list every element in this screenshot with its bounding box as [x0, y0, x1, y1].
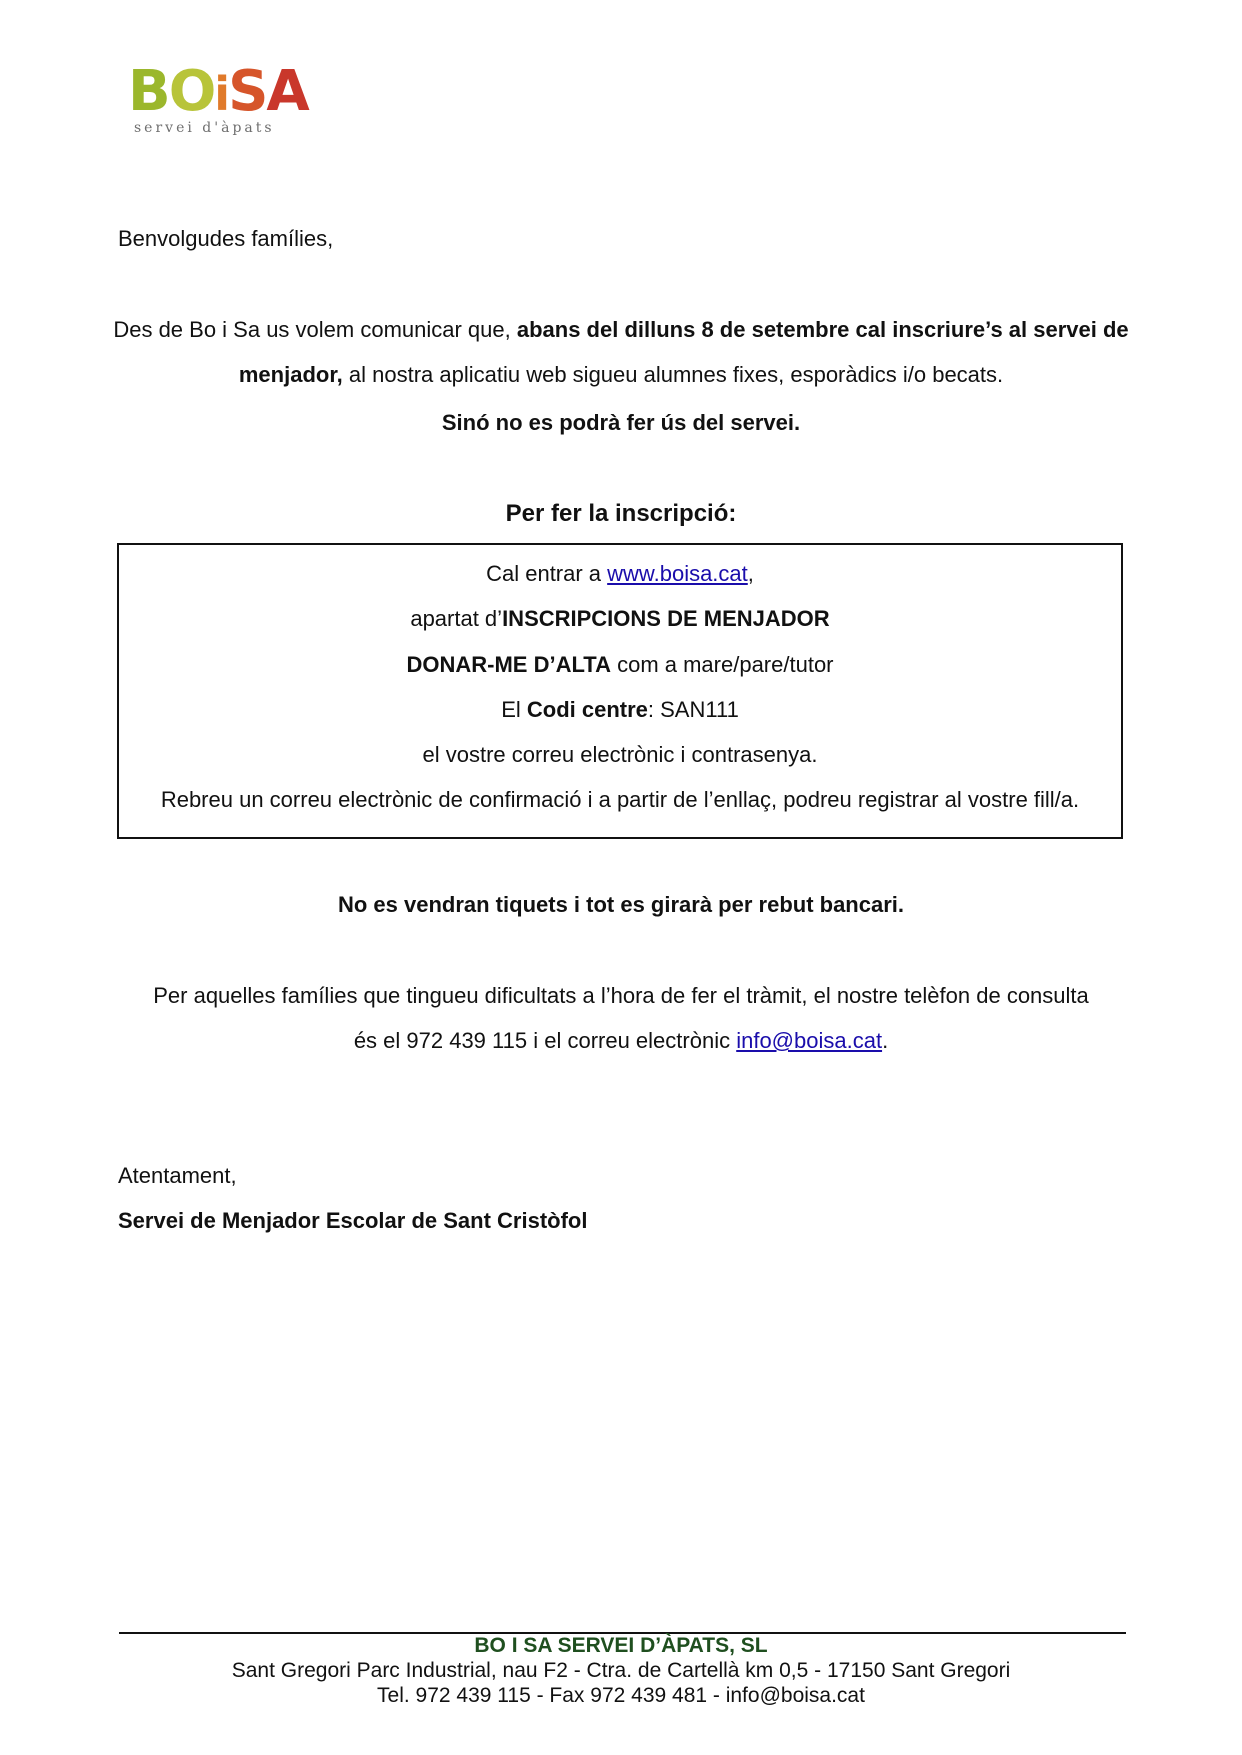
instruction-confirmation: Rebreu un correu electrònic de confirmació i a partir de l’enllaç, podreu registrar al vostre fill/a. — [160, 787, 1080, 812]
signature: Servei de Menjador Escolar de Sant Cristòfol — [118, 1208, 588, 1233]
intro-warning: Sinó no es podrà fer ús del servei. — [441, 410, 801, 435]
instruction-credentials: el vostre correu electrònic i contrasenya. — [422, 742, 818, 767]
instruction-center-code: El Codi centre: SAN111 — [501, 697, 739, 722]
logo-subtitle: servei d'àpats — [134, 120, 275, 136]
intro-line-2: menjador, al nostra aplicatiu web sigueu alumnes fixes, esporàdics i/o becats. — [238, 362, 1004, 387]
closing: Atentament, — [118, 1163, 237, 1188]
footer-company: BO I SA SERVEI D’ÀPATS, SL — [474, 1634, 768, 1657]
contact-line-1: Per aquelles famílies que tingueu dificultats a l’hora de fer el tràmit, el nostre telèfon de consulta — [153, 983, 1089, 1008]
logo-wordmark: BOiSA — [128, 59, 308, 124]
boisa-website-link[interactable]: www.boisa.cat — [607, 561, 748, 586]
registration-instructions-box — [117, 543, 1123, 839]
instruction-enter-website: Cal entrar a www.boisa.cat, — [486, 561, 754, 586]
instruction-section: apartat d’INSCRIPCIONS DE MENJADOR — [410, 606, 830, 631]
registration-heading: Per fer la inscripció: — [505, 500, 737, 527]
footer-contact: Tel. 972 439 115 - Fax 972 439 481 - info@boisa.cat — [377, 1684, 865, 1707]
footer-address: Sant Gregori Parc Industrial, nau F2 - Ctra. de Cartellà km 0,5 - 17150 Sant Gregori — [231, 1659, 1011, 1682]
email-link[interactable]: info@boisa.cat — [736, 1028, 883, 1053]
contact-line-2: és el 972 439 115 i el correu electrònic info@boisa.cat. — [353, 1028, 889, 1053]
billing-notice: No es vendran tiquets i tot es girarà per rebut bancari. — [337, 892, 905, 917]
instruction-sign-up: DONAR-ME D’ALTA com a mare/pare/tutor — [406, 652, 834, 677]
intro-line-1: Des de Bo i Sa us volem comunicar que, abans del dilluns 8 de setembre cal inscriure’s al servei de — [113, 317, 1129, 342]
boisa-logo — [128, 59, 308, 142]
salutation: Benvolgudes famílies, — [118, 226, 334, 251]
